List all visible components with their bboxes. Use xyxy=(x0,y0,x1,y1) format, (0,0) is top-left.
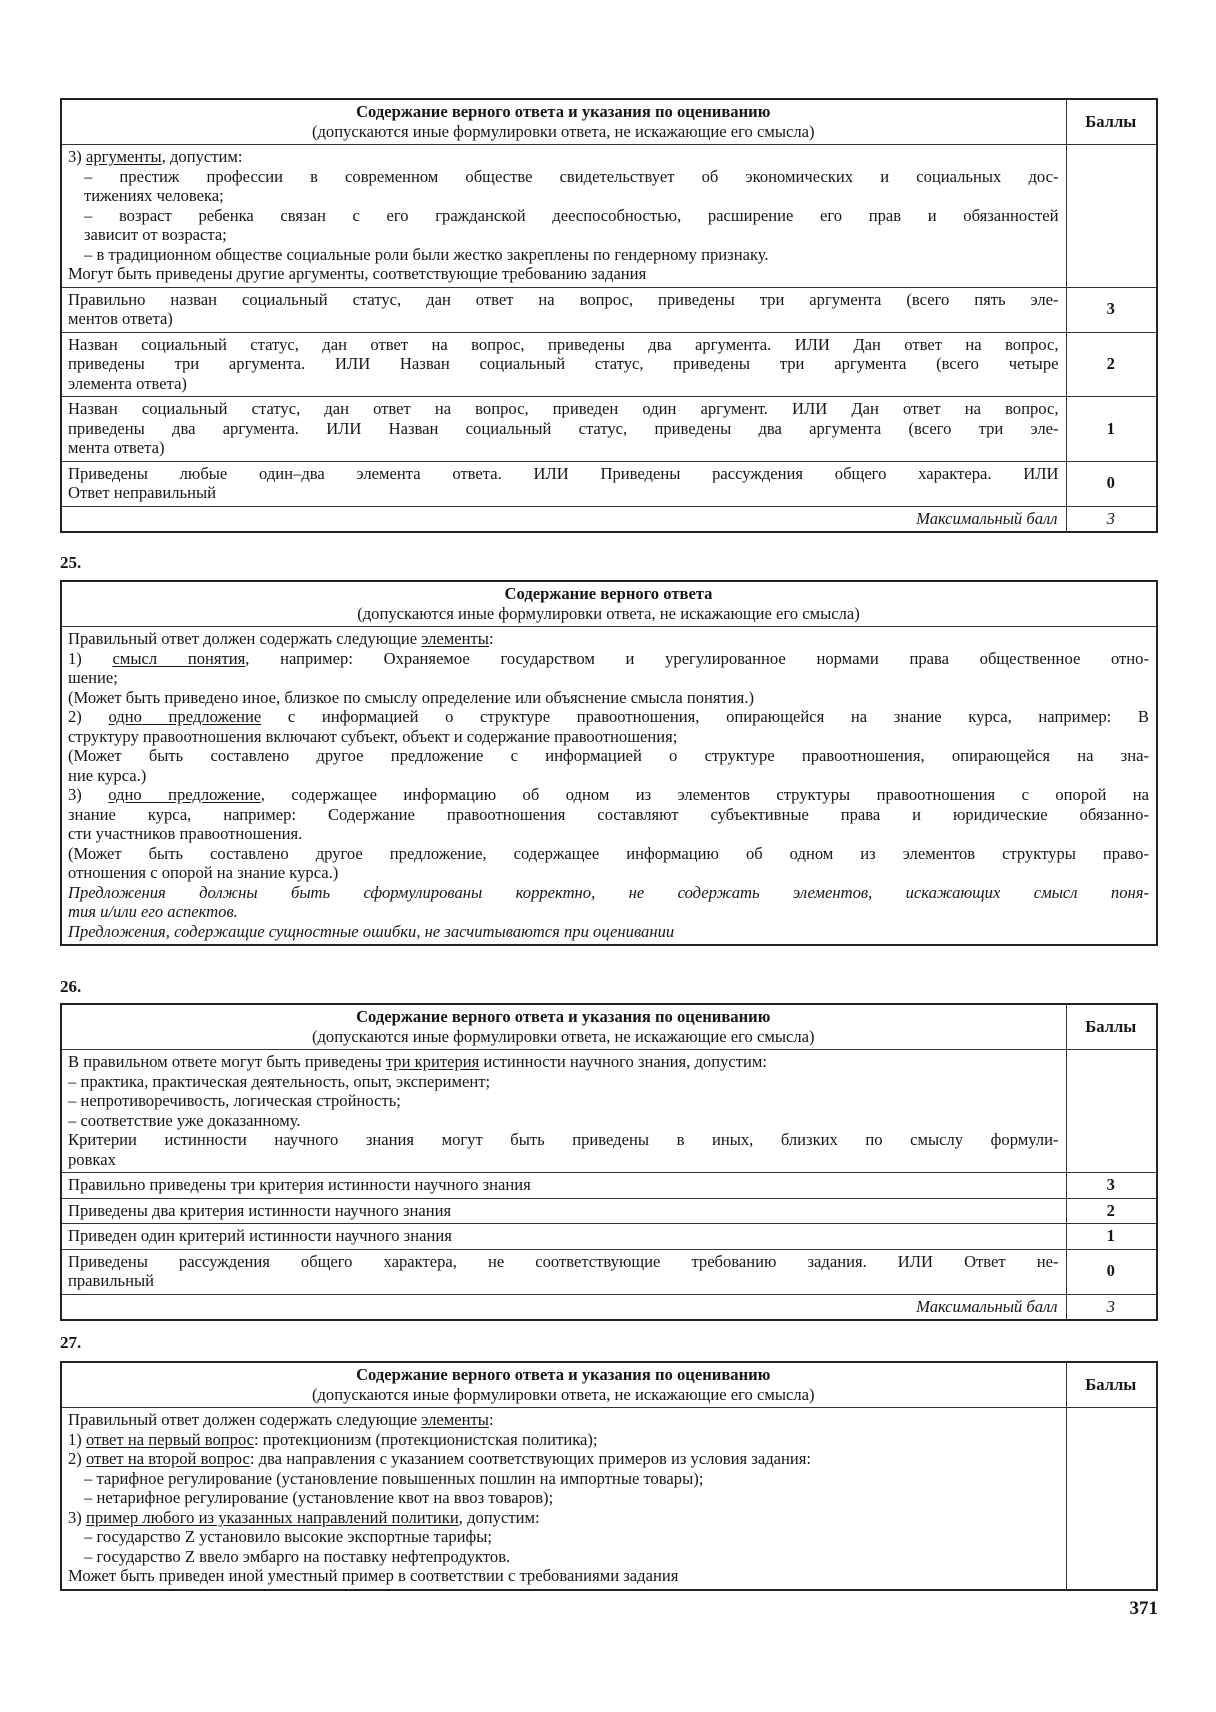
criteria-table xyxy=(60,98,1158,533)
text-line: – в традиционном обществе социальные роли были жестко закреплены по гендерному признаку. xyxy=(84,244,769,264)
text-line: Приведен один критерий истинности научного знания xyxy=(68,1226,452,1245)
text-line: приведены два аргумента. ИЛИ Назван социальный статус, приведены два аргумента (всего три эле- xyxy=(68,418,1059,438)
score-value: 3 xyxy=(1066,1173,1157,1199)
underlined-term: три критерия xyxy=(385,1052,480,1071)
paragraph xyxy=(68,1091,1059,1111)
text-line: – возраст ребенка связан с его гражданской дееспособностью, расширение его прав и обязанностей xyxy=(84,205,1059,225)
paragraph xyxy=(68,922,1149,942)
underlined-term: пример любого из указанных направлений политики xyxy=(85,1507,459,1527)
page-number: 371 xyxy=(1129,1598,1158,1619)
criterion-cell xyxy=(61,461,1066,506)
text-line xyxy=(68,1430,1059,1450)
header-cell xyxy=(61,581,1157,627)
header-row xyxy=(61,99,1157,145)
underlined-term: элементы xyxy=(421,629,489,648)
text-line: ментов ответа) xyxy=(68,309,173,328)
text-line: (Может быть составлено другое предложение, содержащее информацию об одном из элементов структуры право- xyxy=(68,843,1149,863)
text-line: Приведены рассуждения общего характера, не соответствующие требованию задания. ИЛИ Ответ не- xyxy=(68,1251,1059,1271)
text-line: Предложения, содержащие сущностные ошибки, не засчитываются при оценивании xyxy=(68,921,675,941)
paragraph xyxy=(68,688,1149,708)
criteria-table-27 xyxy=(60,1361,1158,1591)
underlined-term: аргументы xyxy=(85,147,162,166)
criteria-table xyxy=(60,580,1158,946)
max-score-label: Максимальный балл xyxy=(61,1294,1066,1320)
text-line xyxy=(68,785,1149,805)
paragraph xyxy=(68,167,1059,206)
text-line: – соответствие уже доказанному. xyxy=(68,1110,301,1130)
text-line: Ответ неправильный xyxy=(68,483,216,502)
text-segment: , например: Охраняемое государством и урегулированное нормами права общественное отно- xyxy=(245,648,1149,668)
answer-content-cell xyxy=(61,627,1157,946)
text-line: мента ответа) xyxy=(68,438,165,457)
empty-score-cell xyxy=(1066,145,1157,288)
scoring-row xyxy=(61,1173,1157,1199)
header-title: Содержание верного ответа и указания по оцениванию xyxy=(356,1007,771,1026)
answer-content-cell xyxy=(61,1408,1066,1590)
criteria-table-26 xyxy=(60,1003,1158,1321)
text-line: зависит от возраста; xyxy=(84,225,227,244)
text-line: тижениях человека; xyxy=(84,186,224,205)
header-row xyxy=(61,581,1157,627)
paragraph xyxy=(68,245,1059,265)
underlined-term: ответ на второй вопрос xyxy=(85,1449,250,1468)
paragraph xyxy=(68,1410,1059,1430)
text-line: (Может быть составлено другое предложение с информацией о структуре правоотношения, опирающейся на зна- xyxy=(68,746,1149,765)
text-segment: 3) xyxy=(68,785,109,804)
text-line: Приведены любые один–два элемента ответа. ИЛИ Приведены рассуждения общего характера. ИЛИ xyxy=(68,463,1059,483)
score-value: 2 xyxy=(1066,1198,1157,1224)
text-segment: 2) xyxy=(68,707,109,726)
paragraph xyxy=(68,785,1149,844)
text-line xyxy=(68,1052,1059,1072)
text-line: шение; xyxy=(68,668,118,687)
score-value: 2 xyxy=(1066,332,1157,397)
text-line: Могут быть приведены другие аргументы, соответствующие требованию задания xyxy=(68,264,647,283)
text-line xyxy=(68,1410,1059,1430)
paragraph xyxy=(68,746,1149,785)
criterion-cell xyxy=(61,332,1066,397)
underlined-term: ответ на первый вопрос xyxy=(85,1429,255,1449)
paragraph xyxy=(68,883,1149,922)
text-line: Назван социальный статус, дан ответ на вопрос, приведены два аргумента. ИЛИ Дан ответ на вопрос, xyxy=(68,334,1059,354)
answer-content-row xyxy=(61,1050,1157,1173)
max-score-label: Максимальный балл xyxy=(61,506,1066,532)
text-line: структуру правоотношения включают субъект, объект и содержание правоотношения; xyxy=(68,726,678,746)
paragraph xyxy=(68,1566,1059,1586)
text-segment: 1) xyxy=(68,648,113,668)
paragraph xyxy=(68,1130,1059,1169)
header-subtitle: (допускаются иные формулировки ответа, не искажающие его смысла) xyxy=(311,121,815,141)
text-segment: 3) xyxy=(68,1507,86,1527)
text-line: – государство Z ввело эмбарго на поставку нефтепродуктов. xyxy=(84,1546,511,1566)
score-value: 1 xyxy=(1066,1224,1157,1250)
text-line: Назван социальный статус, дан ответ на вопрос, приведен один аргумент. ИЛИ Дан ответ на вопрос, xyxy=(68,399,1059,418)
text-line xyxy=(68,649,1149,669)
header-row xyxy=(61,1004,1157,1050)
criteria-table-24 xyxy=(60,98,1158,533)
criterion-cell xyxy=(61,1198,1066,1224)
text-line: – непротиворечивость, логическая стройность; xyxy=(68,1091,401,1110)
text-line: приведены три аргумента. ИЛИ Назван социальный статус, приведены три аргумента (всего четыре xyxy=(68,354,1059,373)
text-line: Может быть приведен иной уместный пример в соответствии с требованиями задания xyxy=(68,1566,679,1585)
paragraph xyxy=(68,147,1059,167)
text-line xyxy=(68,147,1059,167)
answer-content-row xyxy=(61,1408,1157,1590)
paragraph xyxy=(68,1052,1059,1072)
text-line: – нетарифное регулирование (установление квот на ввоз товаров); xyxy=(84,1488,554,1507)
text-segment: Правильный ответ должен содержать следующие xyxy=(68,629,422,648)
text-line xyxy=(68,1449,1059,1469)
paragraph xyxy=(68,1072,1059,1092)
scoring-row xyxy=(61,461,1157,506)
header-subtitle: (допускаются иные формулировки ответа, не искажающие его смысла) xyxy=(357,603,860,623)
empty-score-cell xyxy=(1066,1408,1157,1590)
scoring-row xyxy=(61,332,1157,397)
underlined-term: одно предложение xyxy=(108,707,262,726)
text-segment: истинности научного знания, допустим: xyxy=(479,1052,767,1071)
text-line: Предложения должны быть сформулированы корректно, не содержать элементов, искажающих смысл поня- xyxy=(68,882,1149,902)
underlined-term: элементы xyxy=(421,1410,489,1429)
criteria-table xyxy=(60,1003,1158,1321)
text-line: Правильно приведены три критерия истинности научного знания xyxy=(68,1175,531,1194)
paragraph xyxy=(68,1488,1059,1508)
text-segment: : два направления с указанием соответствующих примеров из условия задания: xyxy=(249,1449,812,1468)
scoring-row xyxy=(61,397,1157,462)
text-line: – тарифное регулирование (установление повышенных пошлин на импортные товары); xyxy=(84,1468,704,1488)
max-score-value: 3 xyxy=(1066,506,1157,532)
paragraph xyxy=(68,844,1149,883)
task-number-26: 26. xyxy=(60,977,82,996)
header-row xyxy=(61,1362,1157,1408)
text-line: знание курса, например: Содержание правоотношения составляют субъективные права и юридические обязанно- xyxy=(68,804,1149,824)
criteria-table xyxy=(60,1361,1158,1591)
text-line: элемента ответа) xyxy=(68,373,187,393)
text-segment: : протекционизм (протекционистская политика); xyxy=(254,1429,598,1449)
answer-content-row xyxy=(61,145,1157,288)
text-line: сти участников правоотношения. xyxy=(68,824,303,843)
text-line: – государство Z установило высокие экспортные тарифы; xyxy=(84,1527,493,1546)
scoring-row xyxy=(61,1198,1157,1224)
scoring-row xyxy=(61,287,1157,332)
header-title: Содержание верного ответа и указания по оцениванию xyxy=(356,102,771,121)
paragraph xyxy=(68,1469,1059,1489)
text-segment: 2) xyxy=(68,1449,86,1468)
paragraph xyxy=(68,206,1059,245)
score-column-header: Баллы xyxy=(1066,99,1157,145)
text-segment: 1) xyxy=(68,1429,86,1449)
header-cell xyxy=(61,1362,1066,1408)
header-cell xyxy=(61,1004,1066,1050)
scoring-row xyxy=(61,1249,1157,1294)
answer-content-cell xyxy=(61,145,1066,288)
max-score-row xyxy=(61,506,1157,532)
text-line: отношения с опорой на знание курса.) xyxy=(68,863,339,882)
text-segment: с информацией о структуре правоотношения, опирающейся на знание курса, например: В xyxy=(261,707,1149,726)
criterion-cell xyxy=(61,1224,1066,1250)
header-cell xyxy=(61,99,1066,145)
score-value: 3 xyxy=(1066,287,1157,332)
text-line xyxy=(68,707,1149,727)
task-number-27: 27. xyxy=(60,1333,82,1352)
score-value: 0 xyxy=(1066,461,1157,506)
score-value: 1 xyxy=(1066,397,1157,462)
underlined-term: одно предложение xyxy=(108,785,261,804)
paragraph xyxy=(68,1111,1059,1131)
paragraph xyxy=(68,1527,1059,1547)
score-column-header: Баллы xyxy=(1066,1362,1157,1408)
criterion-cell xyxy=(61,1249,1066,1294)
text-segment: , допустим: xyxy=(458,1507,540,1527)
text-line: Приведены два критерия истинности научного знания xyxy=(68,1200,452,1220)
header-subtitle: (допускаются иные формулировки ответа, не искажающие его смысла) xyxy=(311,1384,815,1404)
text-line xyxy=(68,1508,1059,1528)
score-value: 0 xyxy=(1066,1249,1157,1294)
criterion-cell xyxy=(61,397,1066,462)
text-line: – престиж профессии в современном обществе свидетельствует об экономических и социальных дос- xyxy=(84,166,1059,186)
text-line: правильный xyxy=(68,1271,155,1290)
paragraph xyxy=(68,1508,1059,1528)
paragraph xyxy=(68,1449,1059,1469)
answer-content-cell xyxy=(61,1050,1066,1173)
header-subtitle: (допускаются иные формулировки ответа, не искажающие его смысла) xyxy=(311,1026,815,1046)
text-line xyxy=(68,629,1149,649)
text-line: ровках xyxy=(68,1149,116,1169)
text-line: (Может быть приведено иное, близкое по смыслу определение или объяснение смысла понятия.) xyxy=(68,687,754,707)
header-title: Содержание верного ответа и указания по оцениванию xyxy=(356,1365,771,1384)
criterion-cell xyxy=(61,1173,1066,1199)
answer-table-25 xyxy=(60,580,1158,946)
paragraph xyxy=(68,629,1149,649)
text-segment: 3) xyxy=(68,147,86,166)
answer-content-row xyxy=(61,627,1157,946)
text-segment: : xyxy=(488,1410,494,1429)
text-line: – практика, практическая деятельность, опыт, эксперимент; xyxy=(68,1071,491,1091)
text-line: тия и/или его аспектов. xyxy=(68,902,238,921)
paragraph xyxy=(68,1430,1059,1450)
score-column-header: Баллы xyxy=(1066,1004,1157,1050)
text-segment: , содержащее информацию об одном из элементов структуры правоотношения с опорой на xyxy=(260,785,1149,804)
task-number-25: 25. xyxy=(60,553,82,572)
text-segment: Правильный ответ должен содержать следующие xyxy=(68,1410,422,1429)
text-line: Правильно назван социальный статус, дан ответ на вопрос, приведены три аргумента (всего пять эле- xyxy=(68,289,1059,309)
underlined-term: смысл понятия xyxy=(112,648,246,668)
paragraph xyxy=(68,649,1149,688)
text-line: ние курса.) xyxy=(68,765,147,785)
header-title: Содержание верного ответа xyxy=(504,584,713,603)
text-segment: , допустим: xyxy=(161,147,243,166)
text-line: Критерии истинности научного знания могут быть приведены в иных, близких по смыслу формули- xyxy=(68,1130,1059,1149)
max-score-value: 3 xyxy=(1066,1294,1157,1320)
text-segment: : xyxy=(488,629,494,648)
paragraph xyxy=(68,264,1059,284)
paragraph xyxy=(68,1547,1059,1567)
empty-score-cell xyxy=(1066,1050,1157,1173)
paragraph xyxy=(68,707,1149,746)
criterion-cell xyxy=(61,287,1066,332)
max-score-row xyxy=(61,1294,1157,1320)
scoring-row xyxy=(61,1224,1157,1250)
text-segment: В правильном ответе могут быть приведены xyxy=(68,1052,386,1071)
